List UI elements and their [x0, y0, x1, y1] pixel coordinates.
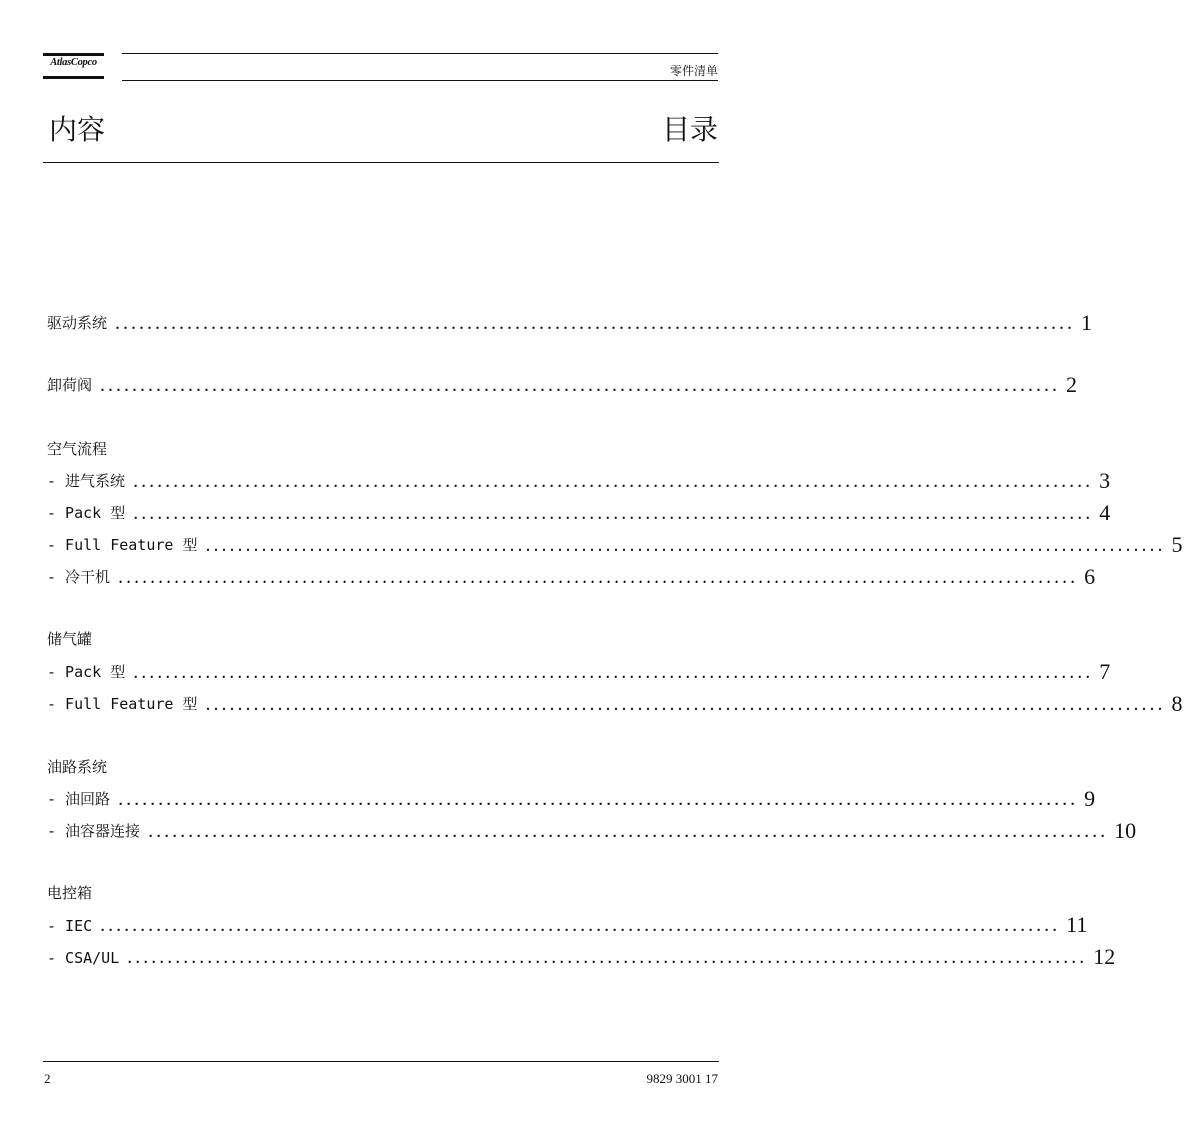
toc-entry-label: 驱动系统 [47, 314, 108, 332]
toc-entry-label: - 进气系统 [47, 472, 126, 490]
dot-leader: ........................................................................................................................ [127, 946, 1088, 968]
toc-entry-page: 2 [1066, 372, 1078, 397]
toc-entry-page: 3 [1099, 468, 1111, 493]
toc-entry-label: - CSA/UL [47, 949, 120, 967]
footer-rule [43, 1061, 719, 1062]
toc-entry-page: 4 [1099, 500, 1111, 525]
toc-entry-page: 10 [1114, 818, 1137, 843]
atlas-copco-logo [43, 53, 104, 79]
toc-entry[interactable] [47, 785, 1096, 811]
toc-entry-page: 1 [1081, 310, 1093, 335]
toc-entry[interactable] [47, 658, 1111, 684]
toc-entry[interactable] [47, 817, 1137, 843]
toc-entry-label: - 冷干机 [47, 568, 111, 586]
toc-entry-page: 11 [1066, 912, 1088, 937]
page-number: 2 [44, 1071, 51, 1086]
dot-leader: ........................................................................................................................ [100, 914, 1061, 936]
toc-entry-page: 12 [1093, 944, 1116, 969]
dot-leader: ........................................................................................................................ [118, 566, 1079, 588]
toc-entry-page: 8 [1171, 691, 1183, 716]
toc-entry[interactable] [47, 309, 1093, 335]
toc-entry[interactable] [47, 371, 1078, 397]
toc-entry[interactable] [47, 911, 1088, 937]
toc-entry-label: - IEC [47, 917, 93, 935]
toc-entry[interactable] [47, 531, 1183, 557]
dot-leader: ........................................................................................................................ [205, 693, 1166, 715]
toc-entry-label: 卸荷阀 [47, 376, 93, 394]
dot-leader: ........................................................................................................................ [205, 534, 1166, 556]
toc-entry-label: - Full Feature 型 [47, 536, 198, 554]
toc-entry-page: 7 [1099, 659, 1111, 684]
logo-text: AtlasCopco [50, 57, 97, 68]
toc-entry[interactable] [47, 499, 1111, 525]
toc-entry-label: - 油容器连接 [47, 822, 141, 840]
toc-section-heading: 空气流程 [47, 440, 108, 458]
dot-leader: ........................................................................................................................ [133, 661, 1094, 683]
toc-section-heading: 储气罐 [47, 630, 93, 648]
toc-entry[interactable] [47, 563, 1096, 589]
document-number: 9829 3001 17 [646, 1071, 718, 1086]
title-rule [43, 162, 719, 163]
toc-entry[interactable] [47, 943, 1116, 969]
dot-leader: ........................................................................................................................ [118, 788, 1079, 810]
dot-leader: ........................................................................................................................ [100, 374, 1061, 396]
toc-entry-page: 9 [1084, 786, 1096, 811]
toc-entry-label: - Pack 型 [47, 663, 126, 681]
toc-entry-label: - Pack 型 [47, 504, 126, 522]
dot-leader: ........................................................................................................................ [133, 470, 1094, 492]
toc-entry[interactable] [47, 690, 1183, 716]
dot-leader: ........................................................................................................................ [148, 820, 1109, 842]
logo-bottom-bar [43, 76, 104, 79]
toc-section-heading: 电控箱 [47, 884, 93, 902]
dot-leader: ........................................................................................................................ [115, 312, 1076, 334]
toc-entry[interactable] [47, 467, 1111, 493]
toc-entry-page: 6 [1084, 564, 1096, 589]
page-title-right: 目录 [661, 113, 718, 146]
dot-leader: ........................................................................................................................ [133, 502, 1094, 524]
document-type: 零件清单 [669, 64, 718, 78]
toc-entry-label: - 油回路 [47, 790, 111, 808]
toc-entry-page: 5 [1171, 532, 1183, 557]
page-title-left: 内容 [49, 113, 106, 146]
logo-top-bar [43, 53, 104, 56]
toc-section-heading: 油路系统 [47, 758, 108, 776]
header-top-rule [122, 53, 718, 54]
header-bottom-rule [122, 80, 718, 81]
toc-entry-label: - Full Feature 型 [47, 695, 198, 713]
